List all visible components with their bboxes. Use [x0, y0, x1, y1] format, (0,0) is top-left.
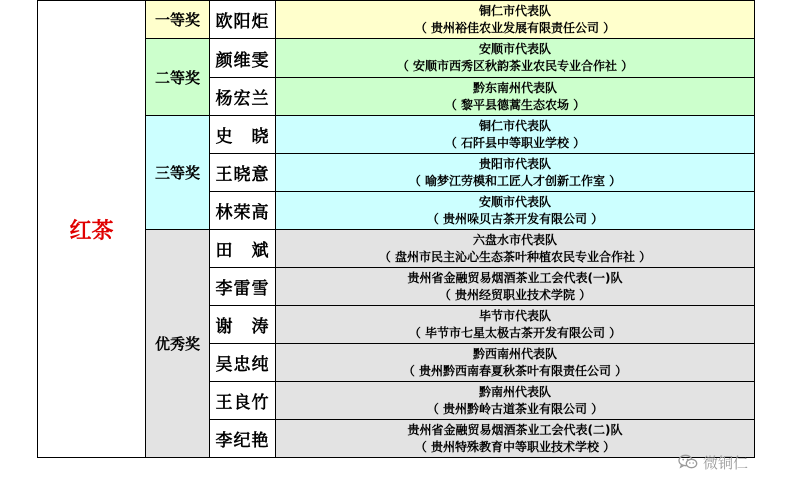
- winner-name: 李纪艳: [210, 420, 276, 458]
- winner-name: 杨宏兰: [210, 78, 276, 116]
- team-unit: （ 黎平县德蒿生态农场 ）: [444, 97, 586, 112]
- team-unit: （ 喻梦江劳模和工匠人才创新工作室 ）: [408, 173, 622, 188]
- team-cell: [276, 1, 755, 39]
- watermark-text: 微铜仁: [703, 453, 749, 472]
- team-cell: [276, 230, 755, 268]
- team-cell: [276, 78, 755, 116]
- team-unit: （ 贵州黔岭古道茶业有限公司 ）: [426, 401, 604, 416]
- team-unit: （ 盘州市民主沁心生态茶叶种植农民专业合作社 ）: [378, 249, 652, 264]
- team-name: 铜仁市代表队: [478, 3, 551, 18]
- team-unit: （ 安顺市西秀区秋韵茶业农民专业合作社 ）: [396, 59, 634, 73]
- team-name: 安顺市代表队: [478, 194, 551, 209]
- third-prize-label: 三等奖: [146, 116, 210, 230]
- winner-name: 田 斌: [210, 230, 276, 268]
- team-name: 黔西南州代表队: [472, 346, 557, 361]
- team-cell: [276, 192, 755, 230]
- merit-prize-label: 优秀奖: [146, 230, 210, 458]
- team-cell: [276, 116, 755, 154]
- team-cell: [276, 344, 755, 382]
- table-row: [38, 1, 755, 39]
- team-cell: [276, 268, 755, 306]
- team-unit: （ 贵州黔西南春夏秋茶叶有限责任公司 ）: [402, 363, 628, 378]
- winner-name: 吴忠纯: [210, 344, 276, 382]
- team-unit: （ 贵州经贸职业技术学院 ）: [438, 287, 592, 302]
- team-name: 安顺市代表队: [478, 42, 551, 56]
- winner-name: 王良竹: [210, 382, 276, 420]
- winner-name: 谢 涛: [210, 306, 276, 344]
- team-name: 黔东南州代表队: [472, 80, 557, 95]
- team-cell: [276, 154, 755, 192]
- team-name: 黔南州代表队: [478, 384, 551, 399]
- winner-name: 王晓意: [210, 154, 276, 192]
- team-name: 毕节市代表队: [478, 308, 551, 323]
- table-row: [38, 116, 755, 154]
- award-table-frame: [37, 0, 755, 458]
- second-prize-label: 二等奖: [146, 39, 210, 116]
- team-unit: （ 石阡县中等职业学校 ）: [444, 135, 586, 150]
- category-cell: 红茶: [38, 1, 146, 458]
- watermark: [678, 450, 748, 474]
- winner-name: 欧阳炬: [210, 1, 276, 39]
- first-prize-label: 一等奖: [146, 1, 210, 39]
- winner-name: 李雷雪: [210, 268, 276, 306]
- team-unit: （ 毕节市七星太极古茶开发有限公司 ）: [408, 325, 622, 340]
- team-cell: [276, 306, 755, 344]
- team-name: 贵州省金融贸易烟酒茶业工会代表(一)队: [407, 270, 623, 285]
- winner-name: 史 晓: [210, 116, 276, 154]
- winner-name: 颜维雯: [210, 39, 276, 78]
- team-cell: [276, 39, 755, 78]
- wechat-icon: [678, 454, 698, 470]
- team-name: 六盘水市代表队: [472, 232, 557, 247]
- team-name: 贵阳市代表队: [478, 156, 551, 171]
- team-unit: （ 贵州哚贝古茶开发有限公司 ）: [426, 211, 604, 226]
- table-row: [38, 39, 755, 78]
- team-name: 贵州省金融贸易烟酒茶业工会代表(二)队: [407, 422, 623, 437]
- team-name: 铜仁市代表队: [478, 118, 551, 133]
- winner-name: 林荣高: [210, 192, 276, 230]
- award-table: [37, 0, 755, 458]
- table-row: [38, 230, 755, 268]
- team-unit: （ 贵州裕佳农业发展有限责任公司 ）: [414, 20, 616, 35]
- team-cell: [276, 382, 755, 420]
- team-unit: （ 贵州特殊教育中等职业技术学校 ）: [414, 439, 616, 454]
